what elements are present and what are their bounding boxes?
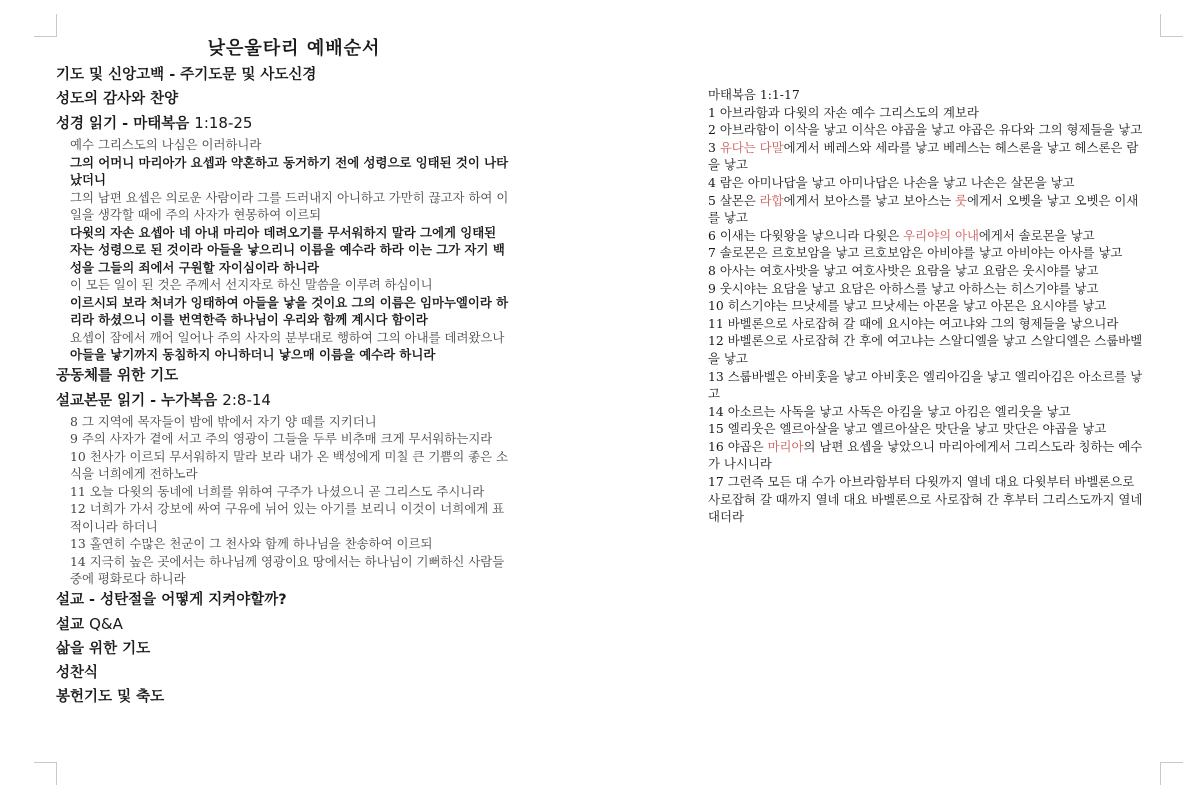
verse-line (708, 174, 1146, 192)
verse-line (708, 438, 1146, 473)
verse-line: 14 지극히 높은 곳에서는 하나님께 영광이요 땅에서는 하나님이 기뻐하신 사람들 중에 평화로다 하니라 (70, 553, 505, 586)
verse-text: 16 야곱은 (708, 438, 768, 454)
verse-text: 12 바벨론으로 사로잡혀 간 후에 여고냐는 스알디엘을 낳고 스알디엘은 스룹바벨을 낳고 (708, 333, 1143, 366)
verse-text: 3 (708, 139, 720, 155)
order-item-sermon-text-reading (56, 388, 512, 413)
verse-line: 11 오늘 다윗의 동네에 너희를 위하여 구주가 나셨으니 곧 그리스도 주시니라 (70, 483, 485, 499)
verse-line: 이르시되 보라 처녀가 잉태하여 아들을 낳을 것이요 그의 이름은 임마누엘이라 하리라 하셨으니 이를 번역한즉 하나님이 우리와 함께 계시다 함이라 (70, 294, 509, 327)
crop-mark-bottom-right (1160, 762, 1183, 785)
page-title: 낮은울타리 예배순서 (207, 38, 381, 59)
verse-line (708, 368, 1146, 403)
genealogy-column (708, 86, 1146, 526)
highlighted-name: 우리야의 아내 (903, 227, 979, 243)
verse-text: 의 남편 요셉을 낳았으니 마리아에게서 그리스도라 칭하는 예수가 나시니라 (708, 438, 1143, 472)
verse-line (708, 121, 1146, 139)
verse-text: 7 솔로몬은 르호보암을 낳고 르호보암은 아비야를 낳고 아비야는 아사를 낳고 (708, 245, 1123, 261)
genealogy-verses (708, 104, 1146, 526)
verse-line (708, 262, 1146, 280)
order-item-sermon (56, 588, 512, 612)
verse-text: 1 아브라함과 다윗의 자손 예수 그리스도의 계보라 (708, 104, 979, 120)
verse-text: 4 람은 아미나답을 낳고 아미나답은 나손을 낳고 나손은 살몬을 낳고 (708, 174, 1075, 190)
scripture-reference: 1:18-25 (194, 114, 253, 132)
verse-text: 에게서 베레스와 세라를 낳고 베레스는 헤스론을 낳고 헤스론은 람을 낳고 (708, 139, 1139, 173)
order-item-prayer-for-life (56, 637, 512, 661)
highlighted-name: 룻 (954, 192, 967, 208)
verse-text: 17 그런즉 모든 대 수가 아브라함부터 다윗까지 열네 대요 다윗부터 바벨론으로 사로잡혀 갈 때까지 열네 대요 바벨론으로 사로잡혀 간 후부터 그리스도까지 열네 대더라 (708, 474, 1143, 525)
crop-mark-top-left (34, 14, 57, 37)
verse-line: 아들을 낳기까지 동침하지 아니하더니 낳으매 이름을 예수라 하니라 (70, 347, 436, 362)
verse-line: 9 주의 사자가 곁에 서고 주의 영광이 그들을 두루 비추매 크게 무서워하는지라 (70, 431, 493, 446)
verse-line (708, 297, 1146, 315)
scripture-reference: 2:8-14 (222, 390, 271, 409)
verse-line: 8 그 지역에 목자들이 밤에 밖에서 자기 양 떼를 지키더니 (70, 413, 377, 429)
order-item-scripture-reading (56, 111, 512, 136)
order-item-offering-benediction (56, 685, 512, 709)
verse-line (708, 403, 1146, 421)
luke-passage (56, 413, 512, 588)
verse-text: 에게서 솔로몬을 낳고 (978, 227, 1095, 243)
verse-line (708, 192, 1146, 227)
order-item-praise (56, 87, 512, 111)
verse-text: 2 아브라함이 이삭을 낳고 이삭은 야곱을 낳고 야곱은 유다와 그의 형제들을 낳고 (708, 122, 1143, 138)
worship-order-column (56, 34, 512, 709)
order-item-label: 삶을 위한 기도 (56, 640, 151, 657)
order-item-label: 설교 (56, 616, 85, 633)
verse-line: 그의 어머니 마리아가 요셉과 약혼하고 동거하기 전에 성령으로 잉태된 것이 나타났더니 (70, 154, 509, 187)
order-item-label: 설교 - 성탄절을 어떻게 지켜야할까? (56, 591, 287, 608)
verse-line (708, 104, 1146, 122)
matthew-passage (56, 136, 512, 364)
verse-line (708, 139, 1146, 174)
verse-line: 예수 그리스도의 나심은 이러하니라 (70, 137, 262, 152)
highlighted-name: 라합 (759, 192, 784, 208)
verse-text: 13 스룹바벨은 아비훗을 낳고 아비훗은 엘리아김을 낳고 엘리아김은 아소르를 낳고 (708, 368, 1143, 402)
order-item-label: 성경 읽기 - 마태복음 (56, 116, 190, 132)
verse-text: 10 히스기야는 므낫세를 낳고 므낫세는 아몬을 낳고 아몬은 요시야를 낳고 (708, 298, 1107, 314)
verse-text: 5 살몬은 (708, 192, 760, 208)
verse-line (708, 420, 1146, 438)
order-item-label: 성도의 감사와 찬양 (56, 91, 179, 107)
order-item-communion (56, 661, 512, 685)
highlighted-name: 마리아 (767, 438, 804, 454)
order-item-label: 공동체를 위한 기도 (56, 367, 179, 384)
verse-line: 요셉이 잠에서 깨어 일어나 주의 사자의 분부대로 행하여 그의 아내를 데려왔으나 (70, 329, 505, 345)
verse-line (708, 315, 1146, 333)
verse-text: 에게서 오벳을 낳고 오벳은 이새를 낳고 (708, 192, 1139, 226)
verse-line: 10 천사가 이르되 무서워하지 말라 보라 내가 온 백성에게 미칠 큰 기쁨의 좋은 소식을 너희에게 전하노라 (70, 448, 509, 481)
verse-text: 15 엘리웃은 엘르아살을 낳고 엘르아살은 맛단을 낳고 맛단은 야곱을 낳고 (708, 421, 1107, 437)
order-item-prayer-confession (56, 63, 512, 87)
verse-text: 8 아사는 여호사밧을 낳고 여호사밧은 요람을 낳고 요람은 웃시야를 낳고 (708, 262, 1099, 278)
verse-line: 그의 남편 요셉은 의로운 사람이라 그를 드러내지 아니하고 가만히 끊고자 하여 이 일을 생각할 때에 주의 사자가 현몽하여 이르되 (70, 189, 509, 222)
order-item-label: 설교본문 읽기 - 누가복음 (56, 392, 218, 409)
order-item-label: 성찬식 (56, 664, 99, 681)
verse-line (708, 332, 1146, 367)
verse-text: 11 바벨론으로 사로잡혀 갈 때에 요시야는 여고냐와 그의 형제들을 낳으니라 (708, 315, 1119, 331)
verse-text: 14 아소르는 사독을 낳고 사독은 아킴을 낳고 아킴은 엘리웃을 낳고 (708, 403, 1071, 419)
verse-line: 다윗의 자손 요셉아 네 아내 마리아 데려오기를 무서워하지 말라 그에게 잉태된 자는 성령으로 된 것이라 아들을 낳으리니 이름을 예수라 하라 이는 그가 자기 백성을 그들의 죄에서 구원할 자이심이라 하니라 (70, 224, 505, 275)
verse-line (708, 244, 1146, 262)
genealogy-heading: 마태복음 1:1-17 (708, 87, 800, 102)
verse-line (708, 280, 1146, 298)
verse-line: 12 너희가 가서 강보에 싸여 구유에 뉘어 있는 아기를 보리니 이것이 너희에게 표적이니라 하더니 (70, 501, 505, 534)
verse-line: 이 모든 일이 된 것은 주께서 선지자로 하신 말씀을 이루려 하심이니 (70, 277, 433, 292)
crop-mark-top-right (1160, 14, 1183, 37)
verse-text: 에게서 보아스를 낳고 보아스는 (783, 192, 955, 208)
order-item-sermon-qa (56, 612, 512, 637)
verse-text: 6 이새는 다윗왕을 낳으니라 다윗은 (708, 227, 904, 243)
order-item-label: 봉헌기도 및 축도 (56, 688, 165, 705)
verse-line (708, 473, 1146, 526)
qa-label: Q&A (89, 614, 123, 633)
verse-line: 13 홀연히 수많은 천군이 그 천사와 함께 하나님을 찬송하여 이르되 (70, 536, 433, 551)
crop-mark-bottom-left (34, 762, 57, 785)
order-item-label: 기도 및 신앙고백 - 주기도문 및 사도신경 (56, 67, 317, 83)
order-item-community-prayer (56, 364, 512, 388)
verse-line (708, 227, 1146, 245)
highlighted-name: 유다는 다말 (719, 139, 784, 155)
verse-text: 9 웃시야는 요담을 낳고 요담은 아하스를 낳고 아하스는 히스기야를 낳고 (708, 280, 1099, 296)
